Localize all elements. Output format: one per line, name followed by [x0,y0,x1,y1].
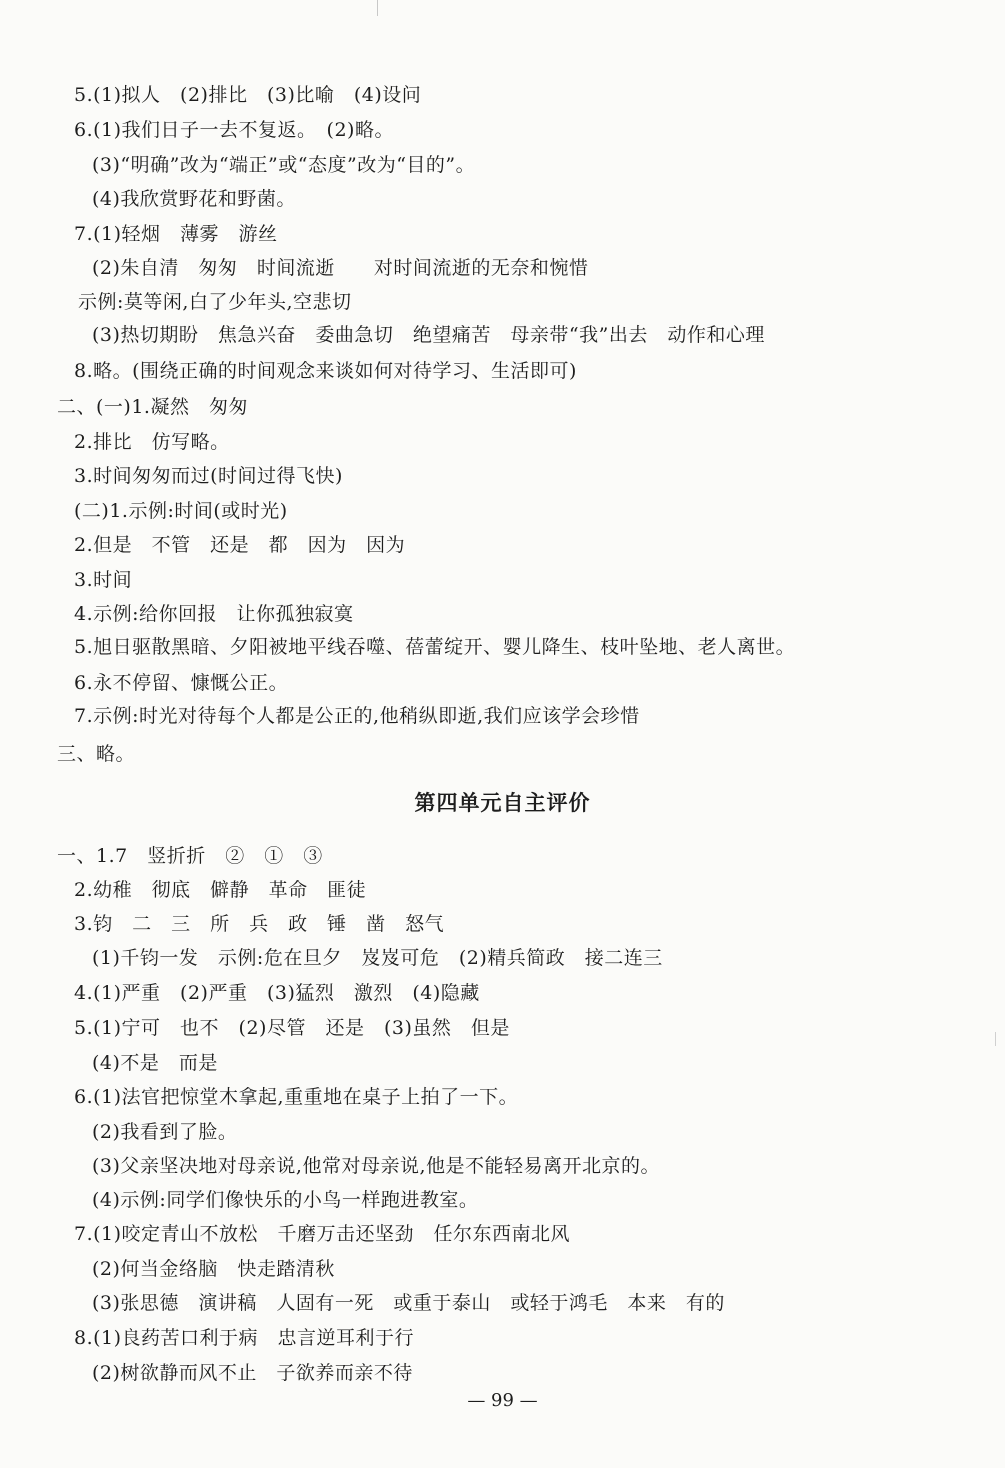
answer-line: (2)何当金络脑 快走踏清秋 [92,1258,335,1280]
answer-line: 示例:莫等闲,白了少年头,空悲切 [78,291,352,313]
answer-line: 3.时间 [74,569,133,591]
answer-line: 三、略。 [57,743,136,765]
answer-line: 4.示例:给你回报 让你孤独寂寞 [74,603,354,625]
answer-line: 5.旭日驱散黑暗、夕阳被地平线吞噬、蓓蕾绽开、婴儿降生、枝叶坠地、老人离世。 [74,636,796,658]
answer-line: (4)示例:同学们像快乐的小鸟一样跑进教室。 [92,1189,479,1211]
answer-line: 6.(1)我们日子一去不复返。 (2)略。 [74,119,394,141]
answer-line: 5.(1)宁可 也不 (2)尽管 还是 (3)虽然 但是 [74,1017,510,1039]
answer-line: (1)千钧一发 示例:危在旦夕 岌岌可危 (2)精兵简政 接二连三 [92,947,663,969]
answer-line: (4)不是 而是 [92,1052,218,1074]
answer-line: 4.(1)严重 (2)严重 (3)猛烈 激烈 (4)隐藏 [74,982,480,1004]
answer-line: 二、(一)1.凝然 匆匆 [57,396,248,418]
answer-line: 7.(1)轻烟 薄雾 游丝 [74,223,278,245]
section-heading: 第四单元自主评价 [414,791,591,815]
answer-line: 6.(1)法官把惊堂木拿起,重重地在桌子上拍了一下。 [74,1086,519,1108]
answer-line: 7.(1)咬定青山不放松 千磨万击还坚劲 任尔东西南北风 [74,1223,571,1245]
answer-line: (3)“明确”改为“端正”或“态度”改为“目的”。 [92,154,476,176]
answer-line: 6.永不停留、慷慨公正。 [74,672,289,694]
answer-line: (二)1.示例:时间(或时光) [74,500,288,522]
answer-line: (3)父亲坚决地对母亲说,他常对母亲说,他是不能轻易离开北京的。 [92,1155,660,1177]
page-number: — 99 — [467,1390,538,1411]
answer-line: 2.幼稚 彻底 僻静 革命 匪徒 [74,879,367,901]
answer-line: 2.排比 仿写略。 [74,431,230,453]
scan-mark [377,0,378,16]
scan-mark [995,1032,996,1046]
answer-line: 一、1.7 竖折折 ② ① ③ [57,845,323,867]
answer-line: 3.钧 二 三 所 兵 政 锤 凿 怒气 [74,913,445,935]
answer-line: 8.略。(围绕正确的时间观念来谈如何对待学习、生活即可) [74,360,577,382]
answer-line: (3)热切期盼 焦急兴奋 委曲急切 绝望痛苦 母亲带“我”出去 动作和心理 [92,324,765,346]
answer-line: (2)朱自清 匆匆 时间流逝 对时间流逝的无奈和惋惜 [92,257,589,279]
answer-line: 7.示例:时光对待每个人都是公正的,他稍纵即逝,我们应该学会珍惜 [74,705,640,727]
answer-line: (4)我欣赏野花和野菌。 [92,188,296,210]
answer-line: (2)树欲静而风不止 子欲养而亲不待 [92,1362,413,1384]
answer-line: 5.(1)拟人 (2)排比 (3)比喻 (4)设问 [74,84,422,106]
answer-line: (3)张思德 演讲稿 人固有一死 或重于泰山 或轻于鸿毛 本来 有的 [92,1292,725,1314]
answer-line: (2)我看到了脸。 [92,1121,238,1143]
answer-line: 2.但是 不管 还是 都 因为 因为 [74,534,406,556]
answer-line: 3.时间匆匆而过(时间过得飞快) [74,465,343,487]
answer-line: 8.(1)良药苦口利于病 忠言逆耳利于行 [74,1327,415,1349]
